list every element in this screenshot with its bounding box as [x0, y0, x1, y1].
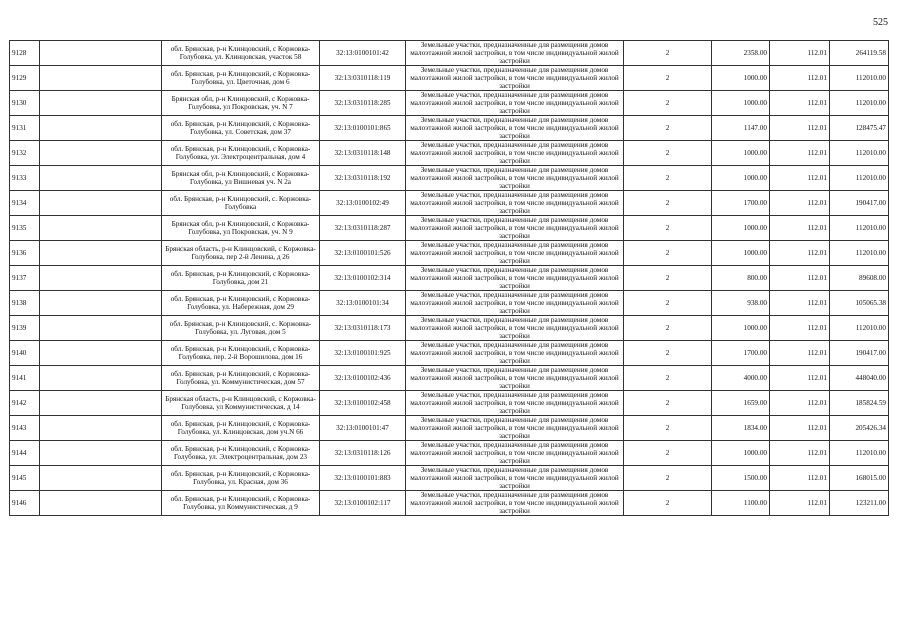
category-cell: 2: [624, 441, 712, 466]
category-cell: 2: [624, 91, 712, 116]
specific-value-cell: 112.01: [770, 191, 830, 216]
category-cell: 2: [624, 466, 712, 491]
category-cell: 2: [624, 216, 712, 241]
table-row: [10, 341, 889, 366]
specific-value-cell: 112.01: [770, 66, 830, 91]
permitted-use-cell: Земельные участки, предназначенные для размещения домов малоэтажной жилой застройки, в том числе индивидуальной жилой застройки: [406, 141, 624, 166]
area-cell: 1000.00: [712, 216, 770, 241]
address-cell: обл. Брянская, р-н Клинцовский, с Коржовка-Голубовка, ул. Клинцовская, участок 58: [162, 41, 320, 66]
permitted-use-cell: Земельные участки, предназначенные для размещения домов малоэтажной жилой застройки, в том числе индивидуальной жилой застройки: [406, 266, 624, 291]
cadastral-number-cell: 32:13:0310118:148: [320, 141, 406, 166]
address-cell: обл. Брянская, р-н Клинцовский, с Коржовка-Голубовка, ул Коммунистическая, д 9: [162, 491, 320, 516]
address-cell: обл. Брянская, р-н Клинцовский, с Коржовка-Голубовка, ул. Советская, дом 37: [162, 116, 320, 141]
blank-cell: [40, 291, 162, 316]
permitted-use-cell: Земельные участки, предназначенные для размещения домов малоэтажной жилой застройки, в том числе индивидуальной жилой застройки: [406, 416, 624, 441]
table-row: [10, 141, 889, 166]
blank-cell: [40, 341, 162, 366]
cadastral-number-cell: 32:13:0100101:925: [320, 341, 406, 366]
address-cell: обл. Брянская, р-н Клинцовский, с Коржовка-Голубовка, ул. Электроцентральная, дом 4: [162, 141, 320, 166]
area-cell: 800.00: [712, 266, 770, 291]
specific-value-cell: 112.01: [770, 366, 830, 391]
table-row: [10, 91, 889, 116]
area-cell: 1000.00: [712, 241, 770, 266]
blank-cell: [40, 216, 162, 241]
permitted-use-cell: Земельные участки, предназначенные для размещения домов малоэтажной жилой застройки, в том числе индивидуальной жилой застройки: [406, 66, 624, 91]
permitted-use-cell: Земельные участки, предназначенные для размещения домов малоэтажной жилой застройки, в том числе индивидуальной жилой застройки: [406, 366, 624, 391]
permitted-use-cell: Земельные участки, предназначенные для размещения домов малоэтажной жилой застройки, в том числе индивидуальной жилой застройки: [406, 441, 624, 466]
specific-value-cell: 112.01: [770, 466, 830, 491]
area-cell: 4000.00: [712, 366, 770, 391]
blank-cell: [40, 191, 162, 216]
cadastral-number-cell: 32:13:0310118:173: [320, 316, 406, 341]
cadastral-number-cell: 32:13:0100102:458: [320, 391, 406, 416]
area-cell: 1000.00: [712, 316, 770, 341]
blank-cell: [40, 441, 162, 466]
blank-cell: [40, 91, 162, 116]
specific-value-cell: 112.01: [770, 316, 830, 341]
category-cell: 2: [624, 341, 712, 366]
cadastral-value-cell: 264119.58: [830, 41, 889, 66]
row-number: 9129: [10, 66, 40, 91]
cadastral-number-cell: 32:13:0310118:119: [320, 66, 406, 91]
table-row: [10, 466, 889, 491]
cadastral-number-cell: 32:13:0100102:314: [320, 266, 406, 291]
cadastral-number-cell: 32:13:0310118:126: [320, 441, 406, 466]
row-number: 9131: [10, 116, 40, 141]
blank-cell: [40, 116, 162, 141]
cadastral-value-cell: 190417.00: [830, 191, 889, 216]
address-cell: обл. Брянская, р-н Клинцовский, с Коржовка-Голубовка, пер. 2-й Ворошилова, дом 16: [162, 341, 320, 366]
address-cell: обл. Брянская, р-н Клинцовский, с Коржовка-Голубовка, ул. Клинцовская, дом уч.N 66: [162, 416, 320, 441]
row-number: 9136: [10, 241, 40, 266]
cadastral-value-cell: 112010.00: [830, 441, 889, 466]
table-row: [10, 191, 889, 216]
cadastral-number-cell: 32:13:0100101:865: [320, 116, 406, 141]
table-row: [10, 116, 889, 141]
address-cell: Брянская обл, р-н Клинцовский, с Коржовка-Голубовка, ул Покровская, уч. N 9: [162, 216, 320, 241]
area-cell: 1834.00: [712, 416, 770, 441]
cadastral-value-cell: 112010.00: [830, 316, 889, 341]
cadastral-value-cell: 112010.00: [830, 91, 889, 116]
specific-value-cell: 112.01: [770, 491, 830, 516]
category-cell: 2: [624, 291, 712, 316]
specific-value-cell: 112.01: [770, 116, 830, 141]
permitted-use-cell: Земельные участки, предназначенные для размещения домов малоэтажной жилой застройки, в том числе индивидуальной жилой застройки: [406, 341, 624, 366]
cadastral-number-cell: 32:13:0100102:49: [320, 191, 406, 216]
blank-cell: [40, 141, 162, 166]
table-row: [10, 366, 889, 391]
blank-cell: [40, 66, 162, 91]
table-row: [10, 391, 889, 416]
cadastral-value-cell: 112010.00: [830, 166, 889, 191]
category-cell: 2: [624, 366, 712, 391]
address-cell: Брянская область, р-н Клинцовский, с Коржовка-Голубовка, ул Коммунистическая, д 14: [162, 391, 320, 416]
blank-cell: [40, 241, 162, 266]
blank-cell: [40, 41, 162, 66]
cadastral-number-cell: 32:13:0100101:47: [320, 416, 406, 441]
table-row: [10, 491, 889, 516]
permitted-use-cell: Земельные участки, предназначенные для размещения домов малоэтажной жилой застройки, в том числе индивидуальной жилой застройки: [406, 216, 624, 241]
permitted-use-cell: Земельные участки, предназначенные для размещения домов малоэтажной жилой застройки, в том числе индивидуальной жилой застройки: [406, 466, 624, 491]
area-cell: 2358.00: [712, 41, 770, 66]
table-row: [10, 266, 889, 291]
table-row: [10, 291, 889, 316]
specific-value-cell: 112.01: [770, 391, 830, 416]
cadastral-value-cell: 112010.00: [830, 216, 889, 241]
row-number: 9132: [10, 141, 40, 166]
cadastral-value-cell: 105065.38: [830, 291, 889, 316]
row-number: 9138: [10, 291, 40, 316]
address-cell: обл. Брянская, р-н Клинцовский, с Коржовка-Голубовка, дом 21: [162, 266, 320, 291]
cadastral-value-cell: 112010.00: [830, 66, 889, 91]
category-cell: 2: [624, 66, 712, 91]
blank-cell: [40, 391, 162, 416]
blank-cell: [40, 491, 162, 516]
area-cell: 1000.00: [712, 441, 770, 466]
address-cell: обл. Брянская, р-н Клинцовский, с Коржовка-Голубовка, ул. Электроцентральная, дом 23: [162, 441, 320, 466]
area-cell: 1659.00: [712, 391, 770, 416]
specific-value-cell: 112.01: [770, 416, 830, 441]
category-cell: 2: [624, 391, 712, 416]
permitted-use-cell: Земельные участки, предназначенные для размещения домов малоэтажной жилой застройки, в том числе индивидуальной жилой застройки: [406, 391, 624, 416]
row-number: 9128: [10, 41, 40, 66]
cadastral-value-cell: 448040.00: [830, 366, 889, 391]
specific-value-cell: 112.01: [770, 341, 830, 366]
address-cell: обл. Брянская, р-н Клинцовский, с. Коржовка-Голубовка: [162, 191, 320, 216]
cadastral-number-cell: 32:13:0100101:34: [320, 291, 406, 316]
address-cell: обл. Брянская, р-н Клинцовский, с Коржовка-Голубовка, ул. Коммунистическая, дом 57: [162, 366, 320, 391]
table-row: [10, 441, 889, 466]
blank-cell: [40, 366, 162, 391]
cadastral-number-cell: 32:13:0310118:192: [320, 166, 406, 191]
permitted-use-cell: Земельные участки, предназначенные для размещения домов малоэтажной жилой застройки, в том числе индивидуальной жилой застройки: [406, 241, 624, 266]
cadastral-value-cell: 89608.00: [830, 266, 889, 291]
specific-value-cell: 112.01: [770, 216, 830, 241]
address-cell: обл. Брянская, р-н Клинцовский, с. Коржовка-Голубовка, ул. Луговая, дом 5: [162, 316, 320, 341]
category-cell: 2: [624, 491, 712, 516]
row-number: 9146: [10, 491, 40, 516]
cadastral-value-cell: 205426.34: [830, 416, 889, 441]
table-row: [10, 316, 889, 341]
area-cell: 938.00: [712, 291, 770, 316]
table-body: [10, 41, 889, 516]
category-cell: 2: [624, 266, 712, 291]
category-cell: 2: [624, 141, 712, 166]
cadastral-value-cell: 168015.00: [830, 466, 889, 491]
row-number: 9139: [10, 316, 40, 341]
row-number: 9135: [10, 216, 40, 241]
cadastral-value-cell: 185824.59: [830, 391, 889, 416]
category-cell: 2: [624, 116, 712, 141]
table-row: [10, 41, 889, 66]
address-cell: обл. Брянская, р-н Клинцовский, с Коржовка-Голубовка, ул. Набережная, дом 29: [162, 291, 320, 316]
cadastral-value-cell: 123211.00: [830, 491, 889, 516]
specific-value-cell: 112.01: [770, 141, 830, 166]
area-cell: 1500.00: [712, 466, 770, 491]
cadastral-value-table: [9, 40, 889, 516]
permitted-use-cell: Земельные участки, предназначенные для размещения домов малоэтажной жилой застройки, в том числе индивидуальной жилой застройки: [406, 91, 624, 116]
row-number: 9137: [10, 266, 40, 291]
row-number: 9142: [10, 391, 40, 416]
area-cell: 1100.00: [712, 491, 770, 516]
table-row: [10, 166, 889, 191]
cadastral-number-cell: 32:13:0310118:285: [320, 91, 406, 116]
row-number: 9144: [10, 441, 40, 466]
cadastral-value-cell: 112010.00: [830, 241, 889, 266]
table-row: [10, 66, 889, 91]
cadastral-number-cell: 32:13:0100102:436: [320, 366, 406, 391]
address-cell: Брянская обл, р-н Клинцовский, с Коржовка-Голубовка, ул Вишневая уч. N 2а: [162, 166, 320, 191]
category-cell: 2: [624, 191, 712, 216]
blank-cell: [40, 266, 162, 291]
specific-value-cell: 112.01: [770, 166, 830, 191]
area-cell: 1700.00: [712, 341, 770, 366]
cadastral-value-cell: 112010.00: [830, 141, 889, 166]
address-cell: обл. Брянская, р-н Клинцовский, с Коржовка-Голубовка, ул. Цветочная, дом 6: [162, 66, 320, 91]
address-cell: обл. Брянская, р-н Клинцовский, с Коржовка-Голубовка, ул. Красная, дом 36: [162, 466, 320, 491]
row-number: 9145: [10, 466, 40, 491]
area-cell: 1000.00: [712, 141, 770, 166]
specific-value-cell: 112.01: [770, 441, 830, 466]
row-number: 9134: [10, 191, 40, 216]
area-cell: 1700.00: [712, 191, 770, 216]
blank-cell: [40, 466, 162, 491]
cadastral-number-cell: 32:13:0100101:883: [320, 466, 406, 491]
row-number: 9141: [10, 366, 40, 391]
cadastral-number-cell: 32:13:0310118:287: [320, 216, 406, 241]
row-number: 9130: [10, 91, 40, 116]
category-cell: 2: [624, 41, 712, 66]
area-cell: 1000.00: [712, 166, 770, 191]
permitted-use-cell: Земельные участки, предназначенные для размещения домов малоэтажной жилой застройки, в том числе индивидуальной жилой застройки: [406, 41, 624, 66]
table-row: [10, 241, 889, 266]
cadastral-value-cell: 128475.47: [830, 116, 889, 141]
category-cell: 2: [624, 241, 712, 266]
specific-value-cell: 112.01: [770, 91, 830, 116]
blank-cell: [40, 316, 162, 341]
category-cell: 2: [624, 166, 712, 191]
row-number: 9133: [10, 166, 40, 191]
row-number: 9143: [10, 416, 40, 441]
cadastral-number-cell: 32:13:0100101:526: [320, 241, 406, 266]
table-row: [10, 216, 889, 241]
specific-value-cell: 112.01: [770, 41, 830, 66]
permitted-use-cell: Земельные участки, предназначенные для размещения домов малоэтажной жилой застройки, в том числе индивидуальной жилой застройки: [406, 191, 624, 216]
row-number: 9140: [10, 341, 40, 366]
cadastral-number-cell: 32:13:0100101:42: [320, 41, 406, 66]
area-cell: 1147.00: [712, 116, 770, 141]
area-cell: 1000.00: [712, 66, 770, 91]
permitted-use-cell: Земельные участки, предназначенные для размещения домов малоэтажной жилой застройки, в том числе индивидуальной жилой застройки: [406, 491, 624, 516]
category-cell: 2: [624, 316, 712, 341]
cadastral-number-cell: 32:13:0100102:117: [320, 491, 406, 516]
specific-value-cell: 112.01: [770, 241, 830, 266]
blank-cell: [40, 166, 162, 191]
category-cell: 2: [624, 416, 712, 441]
page-number: 525: [873, 17, 888, 28]
area-cell: 1000.00: [712, 91, 770, 116]
specific-value-cell: 112.01: [770, 266, 830, 291]
permitted-use-cell: Земельные участки, предназначенные для размещения домов малоэтажной жилой застройки, в том числе индивидуальной жилой застройки: [406, 166, 624, 191]
permitted-use-cell: Земельные участки, предназначенные для размещения домов малоэтажной жилой застройки, в том числе индивидуальной жилой застройки: [406, 316, 624, 341]
address-cell: Брянская обл, р-н Клинцовский, с Коржовка-Голубовка, ул Покровская, уч. N 7: [162, 91, 320, 116]
address-cell: Брянская область, р-н Клинцовский, с Коржовка-Голубовка, пер 2-й Ленина, д 26: [162, 241, 320, 266]
cadastral-value-cell: 190417.00: [830, 341, 889, 366]
permitted-use-cell: Земельные участки, предназначенные для размещения домов малоэтажной жилой застройки, в том числе индивидуальной жилой застройки: [406, 291, 624, 316]
blank-cell: [40, 416, 162, 441]
permitted-use-cell: Земельные участки, предназначенные для размещения домов малоэтажной жилой застройки, в том числе индивидуальной жилой застройки: [406, 116, 624, 141]
table-row: [10, 416, 889, 441]
specific-value-cell: 112.01: [770, 291, 830, 316]
